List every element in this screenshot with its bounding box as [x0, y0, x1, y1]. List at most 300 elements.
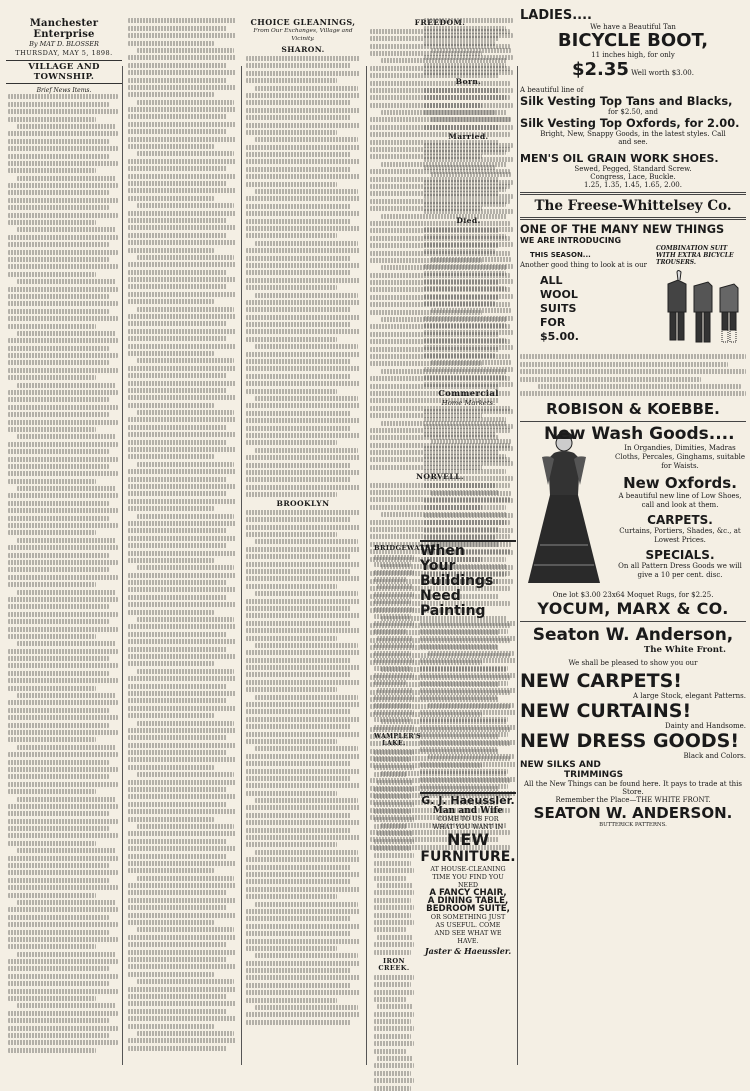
text-line	[246, 322, 351, 327]
text-line	[255, 902, 358, 907]
text-line	[246, 828, 351, 833]
text-line	[424, 165, 495, 170]
text-line	[128, 440, 227, 445]
text-line	[8, 493, 118, 498]
text-line	[8, 737, 96, 742]
all-wool-suits: ALL WOOL SUITS FOR $5.00.	[540, 274, 579, 343]
text-line	[246, 569, 351, 574]
text-line	[8, 1048, 96, 1053]
text-line	[128, 602, 236, 607]
text-line	[128, 188, 236, 193]
text-line	[424, 234, 506, 239]
text-line	[424, 209, 513, 214]
text-line	[8, 678, 118, 683]
text-line	[8, 708, 109, 713]
text-line	[128, 284, 227, 289]
text-line	[246, 599, 360, 604]
text-line	[374, 1019, 411, 1024]
column-vitals	[420, 16, 517, 536]
ad-ladies	[520, 8, 746, 80]
text-line	[374, 913, 411, 918]
text-line	[374, 1012, 414, 1017]
text-line	[17, 590, 116, 595]
masthead-date: THURSDAY, MAY 5, 1898.	[15, 49, 113, 57]
text-line	[128, 861, 236, 866]
text-line	[128, 684, 227, 689]
heading-commercial: Commercial	[438, 388, 499, 399]
text-line	[520, 354, 746, 359]
text-line	[8, 146, 118, 151]
text-line	[246, 931, 351, 936]
haeussler-line: COME TO US FOR	[437, 815, 499, 823]
haeussler-line: AND SEE WHAT WE	[434, 929, 502, 937]
text-line	[128, 166, 227, 171]
text-line	[8, 686, 96, 691]
text-line	[424, 103, 513, 108]
text-line	[255, 850, 358, 855]
seaton-heading: Seaton W. Anderson,	[532, 625, 734, 646]
new-silks: NEW SILKS AND	[520, 760, 601, 771]
text-line	[128, 868, 214, 873]
mens-prices: 1.25, 1.35, 1.45, 1.65, 2.00.	[584, 181, 682, 189]
text-line	[246, 769, 360, 774]
text-line	[424, 180, 513, 185]
text-line	[246, 665, 360, 670]
text-line	[424, 483, 495, 488]
text-line	[374, 703, 411, 708]
text-line	[424, 110, 495, 115]
text-line	[424, 187, 506, 192]
text-line	[424, 202, 506, 207]
text-line	[137, 927, 234, 932]
text-line	[424, 409, 513, 414]
text-line	[128, 580, 227, 585]
text-line	[137, 721, 234, 726]
text-line	[128, 610, 214, 615]
text-line	[128, 676, 236, 681]
haeussler-line: AS USEFUL. COME	[435, 921, 501, 929]
text-line	[8, 198, 118, 203]
text-line	[420, 658, 516, 663]
text-line	[8, 907, 118, 912]
black-colors: Black and Colors.	[683, 752, 746, 761]
text-line	[17, 538, 116, 543]
text-line	[8, 656, 109, 661]
text-line	[246, 159, 360, 164]
text-line	[246, 463, 351, 468]
ad-silk-vesting	[520, 86, 746, 146]
text-line	[431, 117, 511, 122]
text-line	[128, 225, 236, 230]
text-line	[8, 730, 118, 735]
text-line	[246, 791, 337, 796]
text-line	[8, 974, 118, 979]
text-line	[128, 447, 236, 452]
text-line	[246, 196, 360, 201]
text-line	[128, 366, 236, 371]
text-line	[246, 924, 360, 929]
text-line	[17, 952, 116, 957]
text-line	[128, 632, 227, 637]
text-line	[246, 337, 337, 342]
text-line	[128, 248, 214, 253]
text-line	[246, 219, 351, 224]
text-line	[8, 915, 109, 920]
painting-ad	[420, 540, 516, 799]
text-line	[128, 233, 227, 238]
bicycle-boot: BICYCLE BOOT,	[557, 30, 709, 51]
text-line	[246, 78, 337, 83]
text-line	[128, 425, 227, 430]
text-line	[128, 831, 236, 836]
text-line	[8, 760, 109, 765]
text-line	[128, 728, 236, 733]
text-line	[8, 375, 96, 380]
text-line	[424, 249, 495, 254]
text-line	[8, 235, 118, 240]
text-line	[8, 420, 118, 425]
text-line	[8, 922, 118, 927]
text-line	[420, 784, 508, 789]
text-line	[246, 233, 337, 238]
text-line	[424, 454, 506, 459]
text-line	[128, 417, 236, 422]
text-line	[8, 154, 109, 159]
text-line	[137, 514, 234, 519]
masthead-title: Manchester Enterprise	[29, 18, 99, 40]
ad-one-of-many	[520, 223, 746, 418]
text-line	[8, 405, 118, 410]
white-front: The White Front.	[643, 645, 726, 656]
silk-price: for $2.50, and	[607, 108, 659, 116]
text-line	[424, 279, 513, 284]
text-line	[420, 747, 497, 752]
text-line	[255, 344, 358, 349]
heading-sharon: SHARON.	[281, 45, 325, 55]
text-line	[128, 809, 236, 814]
text-line	[128, 292, 236, 297]
text-line	[128, 499, 236, 504]
text-line	[424, 18, 513, 23]
text-line	[246, 477, 351, 482]
text-line	[128, 854, 227, 859]
text-line	[8, 301, 118, 306]
text-line	[424, 88, 513, 93]
text-line	[128, 159, 236, 164]
text-line	[246, 329, 360, 334]
text-line	[128, 536, 236, 541]
text-line	[374, 695, 414, 700]
text-line	[255, 189, 358, 194]
text-line	[8, 501, 109, 506]
text-line	[420, 621, 516, 626]
heading-married: Married.	[448, 131, 489, 141]
heading-bridgewater: BRIDGEWATER.	[374, 544, 439, 552]
text-line	[8, 353, 118, 358]
boot-price: $2.35	[571, 59, 629, 80]
text-line	[246, 211, 360, 216]
text-line	[128, 63, 227, 68]
text-line	[128, 994, 227, 999]
text-line	[8, 360, 109, 365]
text-line	[128, 388, 227, 393]
text-line	[374, 927, 406, 932]
this-season: THIS SEASON...	[530, 251, 591, 259]
text-line	[374, 950, 411, 955]
text-line	[431, 172, 511, 177]
text-line	[374, 794, 411, 799]
text-line	[246, 1020, 351, 1025]
text-line	[246, 813, 351, 818]
text-line	[8, 457, 118, 462]
text-line	[128, 558, 214, 563]
text-line	[520, 377, 701, 382]
combination-suit-illustration	[656, 245, 746, 352]
text-line	[8, 242, 109, 247]
text-line	[128, 240, 236, 245]
text-line	[137, 203, 234, 208]
text-line	[8, 856, 118, 861]
text-line	[246, 63, 351, 68]
text-line	[246, 776, 351, 781]
text-line	[255, 241, 358, 246]
text-line	[377, 780, 413, 785]
text-line	[137, 358, 234, 363]
text-line	[246, 426, 351, 431]
text-line	[246, 968, 351, 973]
news-text-block	[424, 88, 513, 130]
text-line	[128, 883, 236, 888]
text-line	[246, 204, 351, 209]
text-line	[8, 309, 109, 314]
text-line	[520, 369, 746, 374]
text-line	[374, 787, 414, 792]
text-line	[377, 1056, 413, 1061]
text-line	[246, 56, 360, 61]
text-line	[17, 797, 116, 802]
text-line	[128, 691, 236, 696]
text-line	[424, 375, 506, 380]
text-line	[374, 614, 411, 619]
text-line	[8, 316, 118, 321]
text-line	[128, 403, 214, 408]
text-line	[8, 516, 109, 521]
text-line	[128, 506, 214, 511]
text-line	[246, 865, 351, 870]
text-line	[246, 783, 360, 788]
text-line	[255, 695, 358, 700]
text-line	[246, 702, 360, 707]
text-line	[8, 250, 118, 255]
text-line	[424, 432, 495, 437]
text-line	[246, 256, 351, 261]
text-line	[424, 271, 506, 276]
text-line	[246, 226, 360, 231]
masthead-byline: By MAT D. BLOSSER	[29, 40, 99, 48]
text-line	[374, 824, 406, 829]
text-line	[8, 715, 118, 720]
column-correspondence-lower	[370, 542, 439, 1065]
text-line	[128, 528, 227, 533]
text-line	[137, 307, 234, 312]
text-line	[137, 462, 234, 467]
text-line	[424, 367, 513, 372]
text-line	[128, 85, 236, 90]
text-line	[424, 469, 506, 474]
text-line	[374, 1071, 411, 1076]
text-line	[424, 476, 513, 481]
text-line	[8, 545, 118, 550]
text-line	[17, 279, 116, 284]
text-line	[8, 390, 118, 395]
text-line	[8, 804, 118, 809]
text-line	[128, 794, 236, 799]
news-text-block	[374, 555, 414, 730]
text-line	[128, 942, 227, 947]
text-line	[137, 1031, 234, 1036]
haeussler-ad	[420, 792, 516, 955]
bicycle-boot-sub: 11 inches high, for only	[591, 51, 675, 59]
text-line	[8, 449, 109, 454]
text-line	[246, 300, 360, 305]
lady-figure-illustration	[520, 425, 610, 589]
text-line	[374, 710, 414, 715]
mens-sub1: Sewed, Pegged, Standard Screw.	[574, 165, 692, 173]
text-line	[246, 366, 360, 371]
text-line	[374, 757, 411, 762]
text-line	[374, 725, 414, 730]
text-line	[17, 176, 116, 181]
text-line	[374, 853, 414, 858]
robison-koebbe: ROBISON & KOEBBE.	[546, 400, 720, 419]
text-line	[128, 802, 227, 807]
text-line	[374, 975, 414, 980]
text-line	[8, 553, 109, 558]
text-line	[17, 486, 116, 491]
text-line	[431, 491, 511, 496]
text-line	[374, 876, 406, 881]
text-line	[8, 397, 109, 402]
text-line	[374, 1026, 414, 1031]
text-line	[246, 672, 351, 677]
text-line	[128, 920, 214, 925]
text-line	[246, 130, 337, 135]
text-line	[128, 432, 236, 437]
text-line	[424, 157, 513, 162]
text-line	[128, 839, 227, 844]
text-line	[255, 953, 358, 958]
text-line	[377, 831, 413, 836]
text-line	[246, 894, 337, 899]
text-line	[8, 767, 118, 772]
text-line	[424, 417, 506, 422]
introducing: WE ARE INTRODUCING	[520, 236, 622, 245]
text-line	[128, 270, 227, 275]
text-line	[424, 528, 513, 533]
text-line	[424, 143, 513, 148]
haeussler-name: G. J. Haeussler.	[421, 794, 515, 807]
text-line	[8, 109, 118, 114]
text-line	[374, 643, 414, 648]
text-line	[8, 700, 118, 705]
new-carpets: NEW CARPETS!	[520, 670, 682, 693]
freese-heading: The Freese-Whittelsey Co.	[534, 198, 732, 214]
text-line	[128, 41, 214, 46]
text-line	[420, 636, 516, 641]
haeussler-line: AT HOUSE-CLEANING	[430, 865, 506, 873]
text-line	[246, 887, 360, 892]
silk-vesting-oxfords: Silk Vesting Top Oxfords, for 2.00.	[520, 116, 740, 130]
text-line	[128, 1016, 236, 1021]
text-line	[128, 218, 227, 223]
large-stock: A large Stock, elegant Patterns.	[632, 692, 746, 701]
text-line	[538, 384, 741, 389]
text-line	[8, 996, 96, 1001]
text-line	[246, 739, 337, 744]
text-line	[255, 798, 358, 803]
text-line	[374, 802, 414, 807]
ladies-heading: LADIES....	[520, 8, 592, 23]
text-line	[374, 817, 414, 822]
section-village-township: VILLAGE AND TOWNSHIP.	[6, 60, 122, 84]
text-line	[420, 717, 508, 722]
text-line	[17, 383, 116, 388]
text-line	[128, 381, 236, 386]
text-line	[255, 86, 358, 91]
text-line	[137, 979, 234, 984]
text-line	[17, 848, 116, 853]
text-line	[246, 433, 360, 438]
text-line	[128, 491, 227, 496]
text-line	[374, 982, 411, 987]
text-line	[8, 264, 118, 269]
text-line	[246, 554, 351, 559]
text-line	[128, 964, 236, 969]
text-line	[8, 989, 118, 994]
text-line	[246, 285, 337, 290]
text-line	[255, 448, 358, 453]
heading-freedom: FREEDOM.	[414, 18, 466, 27]
remember-place: Remember the Place—THE WHITE FRONT.	[555, 796, 711, 805]
text-line	[128, 122, 236, 127]
text-line	[374, 562, 411, 567]
text-line	[424, 194, 513, 199]
text-line	[246, 485, 360, 490]
text-line	[374, 577, 406, 582]
text-line	[8, 826, 109, 831]
mens-sub2: Congress, Lace, Buckle.	[590, 173, 676, 181]
haeussler-new: NEW	[447, 830, 489, 849]
text-line	[8, 479, 96, 484]
text-line	[128, 780, 236, 785]
text-line	[246, 532, 337, 537]
news-text-block	[8, 94, 118, 1052]
text-line	[520, 391, 746, 396]
text-line	[374, 1063, 414, 1068]
ad-new-wash-goods	[520, 425, 746, 589]
text-line	[8, 1040, 118, 1045]
text-line	[8, 1011, 118, 1016]
text-line	[8, 220, 96, 225]
text-line	[128, 905, 227, 910]
text-line	[246, 525, 360, 530]
haeussler-dining-table: A DINING TABLE,	[427, 896, 509, 906]
text-line	[8, 944, 96, 949]
text-line	[374, 658, 414, 663]
text-line	[8, 811, 109, 816]
text-line	[8, 508, 118, 513]
text-line	[128, 787, 227, 792]
